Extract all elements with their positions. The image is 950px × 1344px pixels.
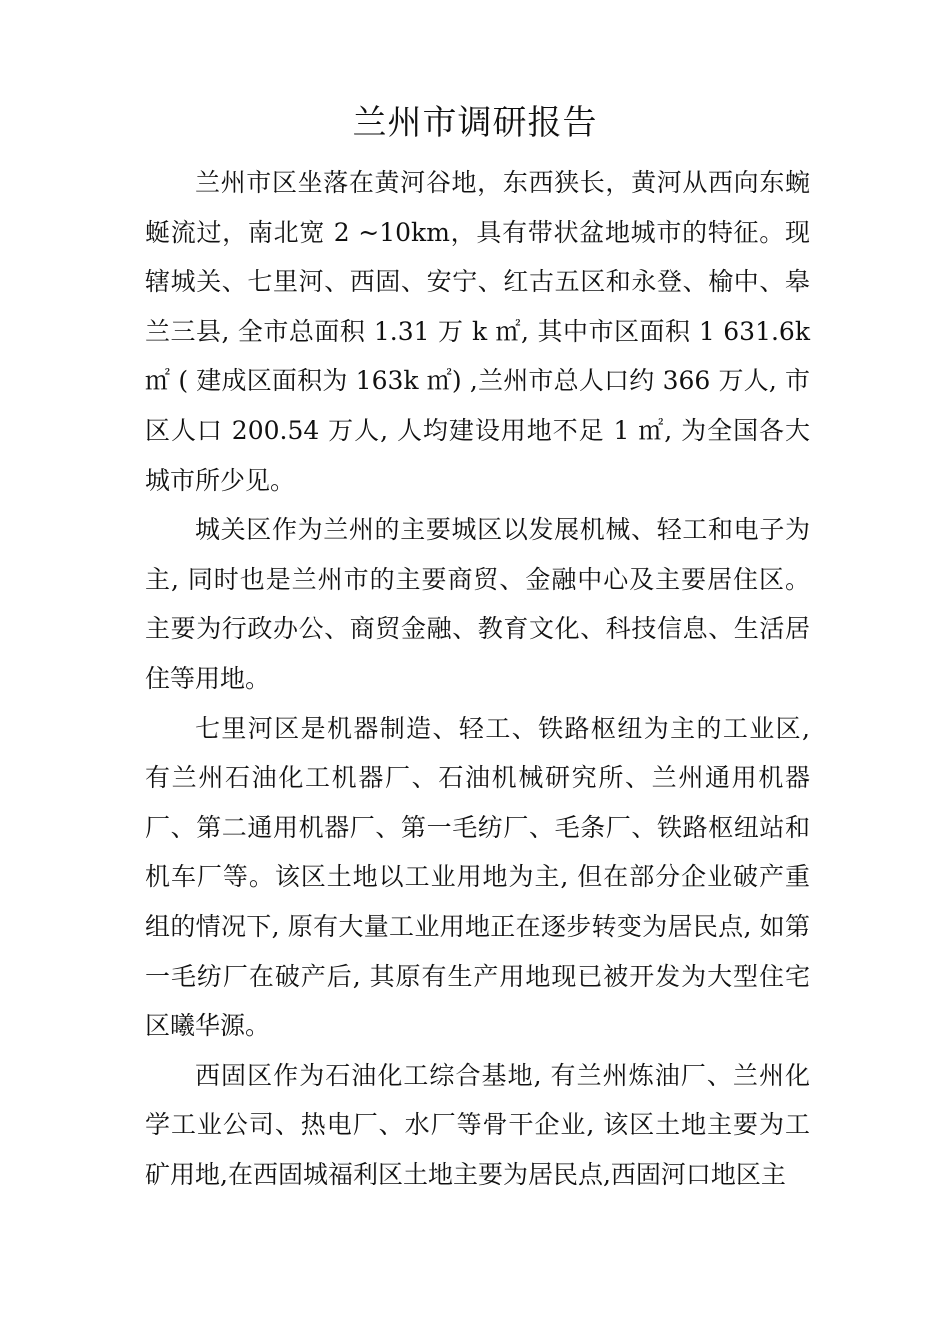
paragraph-overview: 兰州市区坐落在黄河谷地，东西狭长，黄河从西向东蜿蜒流过，南北宽 2 ~10km，具有带状盆地城市的特征。现辖城关、七里河、西固、安宁、红古五区和永登、榆中、皋兰三县, 全市总面积 1.31 万 k ㎡, 其中市区面积 1 631.6k ㎡ ( 建成区面积为 163k ㎡) ,兰州市总人口约 366 万人, 市区人口 200.54 万人, 人均建设用地不足 1 ㎡, 为全国各大城市所少见。 [145,168,810,495]
document-title: 兰州市调研报告 [352,103,598,143]
paragraph-xigu: 西固区作为石油化工综合基地, 有兰州炼油厂、兰州化学工业公司、热电厂、水厂等骨干企业, 该区土地主要为工矿用地,在西固城福利区土地主要为居民点,西固河口地区主 [145,1060,810,1189]
paragraph-chengguan: 城关区作为兰州的主要城区以发展机械、轻工和电子为主, 同时也是兰州市的主要商贸、金融中心及主要居住区。主要为行政办公、商贸金融、教育文化、科技信息、生活居住等用地。 [145,515,810,693]
paragraph-qilihe: 七里河区是机器制造、轻工、铁路枢纽为主的工业区, 有兰州石油化工机器厂、石油机械研究所、兰州通用机器厂、第二通用机器厂、第一毛纺厂、毛条厂、铁路枢纽站和机车厂等。该区土地以工业用地为主, 但在部分企业破产重组的情况下, 原有大量工业用地正在逐步转变为居民点, 如第一毛纺厂在破产后, 其原有生产用地现已被开发为大型住宅区曦华源。 [145,713,810,1041]
document-body [145,158,810,1199]
